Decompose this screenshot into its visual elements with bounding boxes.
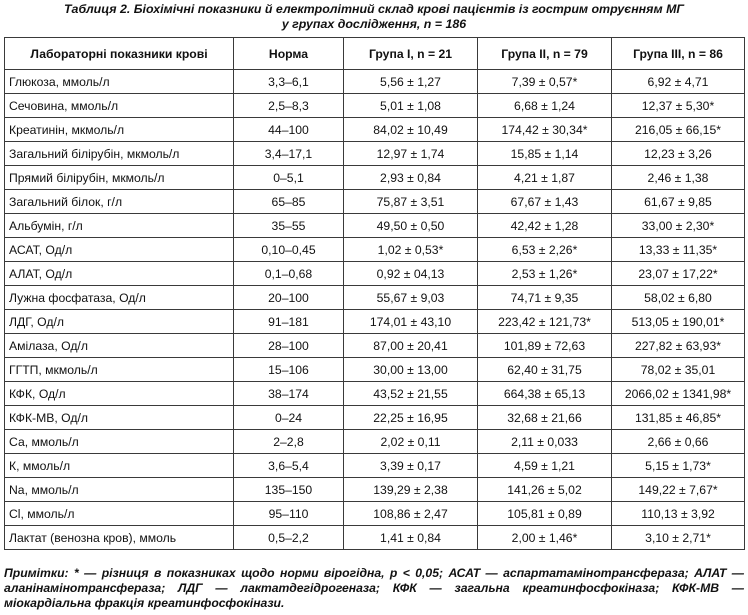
group-3-cell: 78,02 ± 35,01 (612, 358, 745, 382)
indicator-cell: Лужна фосфатаза, Од/л (5, 286, 234, 310)
indicator-cell: КФК-МВ, Од/л (5, 406, 234, 430)
group-2-cell: 105,81 ± 0,89 (478, 502, 612, 526)
group-2-cell: 15,85 ± 1,14 (478, 142, 612, 166)
norm-cell: 3,6–5,4 (234, 454, 344, 478)
norm-cell: 3,3–6,1 (234, 70, 344, 94)
table-row (5, 358, 745, 382)
group-1-cell: 12,97 ± 1,74 (344, 142, 478, 166)
group-1-cell: 84,02 ± 10,49 (344, 118, 478, 142)
indicator-cell: АЛАТ, Од/л (5, 262, 234, 286)
group-2-cell: 32,68 ± 21,66 (478, 406, 612, 430)
group-1-cell: 3,39 ± 0,17 (344, 454, 478, 478)
group-3-cell: 61,67 ± 9,85 (612, 190, 745, 214)
norm-cell: 38–174 (234, 382, 344, 406)
group-3-cell: 513,05 ± 190,01* (612, 310, 745, 334)
group-2-cell: 4,59 ± 1,21 (478, 454, 612, 478)
table-row (5, 214, 745, 238)
table-row (5, 334, 745, 358)
group-1-cell: 5,01 ± 1,08 (344, 94, 478, 118)
table-row (5, 238, 745, 262)
group-2-cell: 664,38 ± 65,13 (478, 382, 612, 406)
norm-cell: 0–5,1 (234, 166, 344, 190)
indicator-cell: Загальний білірубін, мкмоль/л (5, 142, 234, 166)
indicator-cell: КФК, Од/л (5, 382, 234, 406)
table-row (5, 166, 745, 190)
norm-cell: 0,5–2,2 (234, 526, 344, 550)
norm-cell: 0,1–0,68 (234, 262, 344, 286)
group-2-cell: 74,71 ± 9,35 (478, 286, 612, 310)
table-row (5, 286, 745, 310)
group-2-cell: 2,11 ± 0,033 (478, 430, 612, 454)
caption-line-2: у групах дослідження, n = 186 (281, 17, 467, 31)
group-1-cell: 22,25 ± 16,95 (344, 406, 478, 430)
group-1-cell: 0,92 ± 04,13 (344, 262, 478, 286)
group-2-cell: 6,53 ± 2,26* (478, 238, 612, 262)
group-1-cell: 75,87 ± 3,51 (344, 190, 478, 214)
indicator-cell: Лактат (венозна кров), ммоль (5, 526, 234, 550)
table-row (5, 142, 745, 166)
group-3-cell: 13,33 ± 11,35* (612, 238, 745, 262)
norm-cell: 2–2,8 (234, 430, 344, 454)
group-1-cell: 1,02 ± 0,53* (344, 238, 478, 262)
norm-cell: 35–55 (234, 214, 344, 238)
group-1-cell: 2,02 ± 0,11 (344, 430, 478, 454)
group-3-cell: 12,23 ± 3,26 (612, 142, 745, 166)
norm-cell: 3,4–17,1 (234, 142, 344, 166)
group-3-cell: 33,00 ± 2,30* (612, 214, 745, 238)
group-1-cell: 55,67 ± 9,03 (344, 286, 478, 310)
indicator-cell: К, ммоль/л (5, 454, 234, 478)
indicator-cell: Cl, ммоль/л (5, 502, 234, 526)
table-row (5, 526, 745, 550)
table-row (5, 478, 745, 502)
group-2-cell: 2,53 ± 1,26* (478, 262, 612, 286)
group-3-cell: 5,15 ± 1,73* (612, 454, 745, 478)
caption-line-1: Таблиця 2. Біохімічні показники й електролітний склад крові пацієнтів із гострим отруєнням МГ (63, 2, 684, 16)
group-2-cell: 2,00 ± 1,46* (478, 526, 612, 550)
group-1-cell: 49,50 ± 0,50 (344, 214, 478, 238)
table-row (5, 430, 745, 454)
table-notes: Примітки: * — різниця в показниках щодо норми вірогідна, р < 0,05; АСАТ — аспартатамінотрансфераза; АЛАТ — аланінамінотрансфераза; ЛДГ — лактатдегідрогеназа; КФК — загальна креатинфосфокіназа; КФК-МВ — міокардіальна фракція креатинфосфокінази. (4, 566, 744, 610)
group-2-cell: 174,42 ± 30,34* (478, 118, 612, 142)
table-row (5, 502, 745, 526)
group-3-cell: 2,66 ± 0,66 (612, 430, 745, 454)
table-row (5, 382, 745, 406)
table-row (5, 118, 745, 142)
group-1-cell: 87,00 ± 20,41 (344, 334, 478, 358)
indicator-cell: АСАТ, Од/л (5, 238, 234, 262)
norm-cell: 0,10–0,45 (234, 238, 344, 262)
table-row (5, 406, 745, 430)
header-group-1: Група І, n = 21 (344, 38, 478, 70)
indicator-cell: Амілаза, Од/л (5, 334, 234, 358)
table-body (5, 70, 745, 550)
table-row (5, 262, 745, 286)
lab-results-table (4, 37, 745, 550)
indicator-cell: Альбумін, г/л (5, 214, 234, 238)
table-row (5, 94, 745, 118)
indicator-cell: Сечовина, ммоль/л (5, 94, 234, 118)
table-row (5, 190, 745, 214)
table-caption (0, 2, 748, 32)
norm-cell: 15–106 (234, 358, 344, 382)
group-3-cell: 227,82 ± 63,93* (612, 334, 745, 358)
table-row (5, 310, 745, 334)
group-1-cell: 108,86 ± 2,47 (344, 502, 478, 526)
indicator-cell: Загальний білок, г/л (5, 190, 234, 214)
table-row (5, 454, 745, 478)
group-2-cell: 141,26 ± 5,02 (478, 478, 612, 502)
indicator-cell: ГГТП, мкмоль/л (5, 358, 234, 382)
group-2-cell: 67,67 ± 1,43 (478, 190, 612, 214)
norm-cell: 2,5–8,3 (234, 94, 344, 118)
indicator-cell: Na, ммоль/л (5, 478, 234, 502)
group-3-cell: 216,05 ± 66,15* (612, 118, 745, 142)
group-3-cell: 58,02 ± 6,80 (612, 286, 745, 310)
group-1-cell: 43,52 ± 21,55 (344, 382, 478, 406)
indicator-cell: ЛДГ, Од/л (5, 310, 234, 334)
group-2-cell: 223,42 ± 121,73* (478, 310, 612, 334)
group-3-cell: 12,37 ± 5,30* (612, 94, 745, 118)
group-3-cell: 149,22 ± 7,67* (612, 478, 745, 502)
group-2-cell: 42,42 ± 1,28 (478, 214, 612, 238)
group-3-cell: 131,85 ± 46,85* (612, 406, 745, 430)
header-norm: Норма (234, 38, 344, 70)
group-3-cell: 2066,02 ± 1341,98* (612, 382, 745, 406)
group-1-cell: 30,00 ± 13,00 (344, 358, 478, 382)
indicator-cell: Глюкоза, ммоль/л (5, 70, 234, 94)
indicator-cell: Прямий білірубін, мкмоль/л (5, 166, 234, 190)
group-3-cell: 3,10 ± 2,71* (612, 526, 745, 550)
group-1-cell: 174,01 ± 43,10 (344, 310, 478, 334)
group-1-cell: 2,93 ± 0,84 (344, 166, 478, 190)
group-1-cell: 5,56 ± 1,27 (344, 70, 478, 94)
group-3-cell: 23,07 ± 17,22* (612, 262, 745, 286)
indicator-cell: Креатинін, мкмоль/л (5, 118, 234, 142)
header-group-3: Група ІІІ, n = 86 (612, 38, 745, 70)
norm-cell: 0–24 (234, 406, 344, 430)
group-3-cell: 6,92 ± 4,71 (612, 70, 745, 94)
norm-cell: 28–100 (234, 334, 344, 358)
group-3-cell: 110,13 ± 3,92 (612, 502, 745, 526)
group-1-cell: 1,41 ± 0,84 (344, 526, 478, 550)
group-3-cell: 2,46 ± 1,38 (612, 166, 745, 190)
norm-cell: 20–100 (234, 286, 344, 310)
norm-cell: 44–100 (234, 118, 344, 142)
header-group-2: Група ІІ, n = 79 (478, 38, 612, 70)
norm-cell: 95–110 (234, 502, 344, 526)
group-1-cell: 139,29 ± 2,38 (344, 478, 478, 502)
group-2-cell: 4,21 ± 1,87 (478, 166, 612, 190)
group-2-cell: 6,68 ± 1,24 (478, 94, 612, 118)
group-2-cell: 101,89 ± 72,63 (478, 334, 612, 358)
norm-cell: 135–150 (234, 478, 344, 502)
table-row (5, 70, 745, 94)
norm-cell: 65–85 (234, 190, 344, 214)
header-indicator: Лабораторні показники крові (5, 38, 234, 70)
norm-cell: 91–181 (234, 310, 344, 334)
indicator-cell: Са, ммоль/л (5, 430, 234, 454)
group-2-cell: 7,39 ± 0,57* (478, 70, 612, 94)
group-2-cell: 62,40 ± 31,75 (478, 358, 612, 382)
table-header-row (5, 38, 745, 70)
